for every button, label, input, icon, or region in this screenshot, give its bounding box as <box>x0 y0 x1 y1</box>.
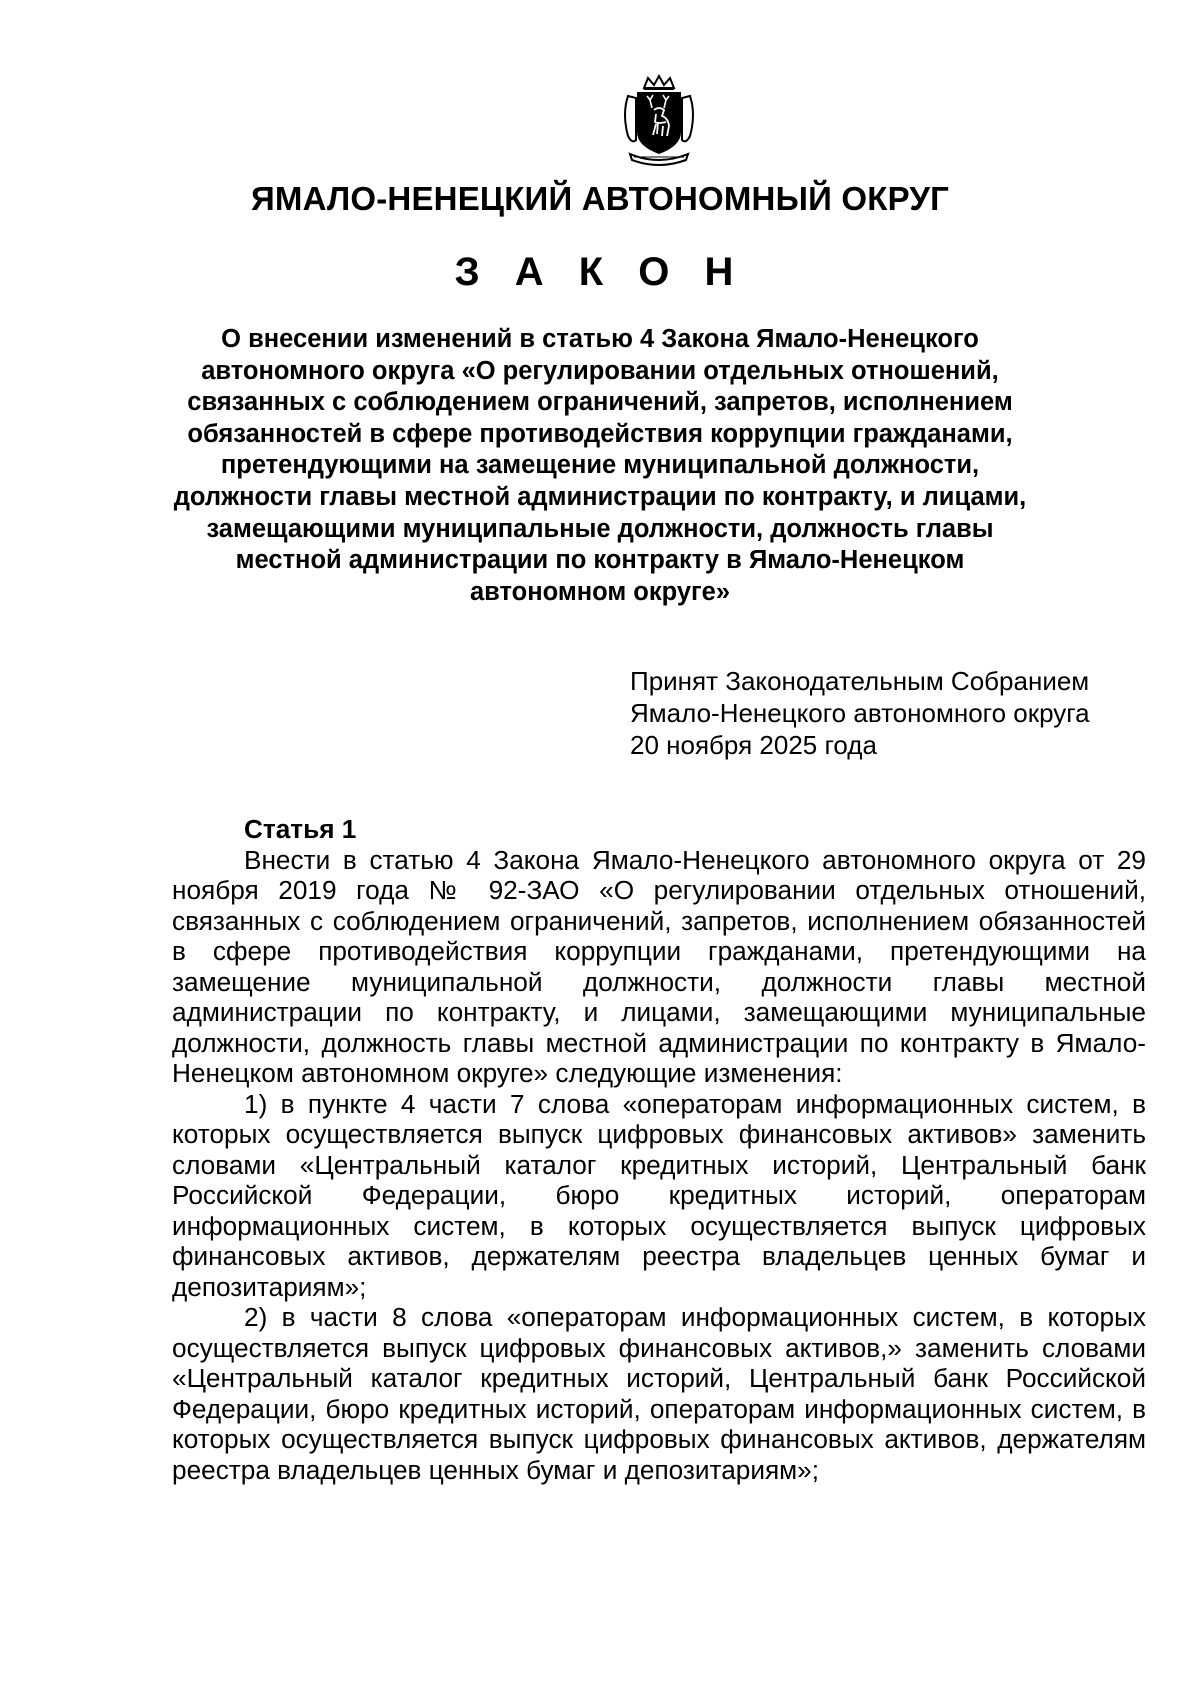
article-item-2: 2) в части 8 слова «операторам информационных систем, в которых осуществляется выпуск цифровых финансовых активов,» заменить словами «Центральный каталог кредитных историй, Центральный банк Российской Федерации, бюро кредитных историй, операторам информационных систем, в которых осуществляется выпуск цифровых финансовых активов, держателям реестра владельцев ценных бумаг и депозитариям»; <box>172 1302 1146 1485</box>
adoption-line-2: Ямало-Ненецкого автономного округа <box>630 698 1090 728</box>
document-type-title: З А К О Н <box>454 250 746 294</box>
yanao-coat-of-arms-icon <box>620 74 698 166</box>
article-intro-paragraph: Внести в статью 4 Закона Ямало-Ненецкого автономного округа от 29 ноября 2019 года № 92-ЗАО «О регулировании отдельных отношений, связанных с соблюдением ограничений, запретов, исполнением обязанностей в сфере противодействия коррупции гражданами, претендующими на замещение муниципальной должности, должности главы местной администрации по контракту, и лицами, замещающими муниципальные должности, должность главы местной администрации по контракту в Ямало-Ненецком автономном округе» следующие изменения: <box>172 844 1146 1088</box>
article-heading: Статья 1 <box>244 814 357 844</box>
article-item-1: 1) в пункте 4 части 7 слова «операторам информационных систем, в которых осуществляется выпуск цифровых финансовых активов» заменить словами «Центральный каталог кредитных историй, Центральный банк Российской Федерации, бюро кредитных историй, операторам информационных систем, в которых осуществляется выпуск цифровых финансовых активов, держателям реестра владельцев ценных бумаг и депозитариям»; <box>172 1088 1146 1302</box>
region-title: ЯМАЛО-НЕНЕЦКИЙ АВТОНОМНЫЙ ОКРУГ <box>250 180 950 217</box>
article-1 <box>172 814 1146 1485</box>
adoption-date: 20 ноября 2025 года <box>630 730 877 760</box>
law-subject-title: О внесении изменений в статью 4 Закона Ямало-Ненецкого автономного округа «О регулировании отдельных отношений, связанных с соблюдением ограничений, запретов, исполнением обязанностей в сфере противодействия коррупции гражданами, претендующими на замещение муниципальной должности, должности главы местной администрации по контракту, и лицами, замещающими муниципальные должности, должность главы местной администрации по контракту в Ямало-Ненецком автономном округе» <box>173 325 1027 606</box>
adoption-line-1: Принят Законодательным Собранием <box>630 666 1090 696</box>
adoption-note <box>630 665 1150 761</box>
